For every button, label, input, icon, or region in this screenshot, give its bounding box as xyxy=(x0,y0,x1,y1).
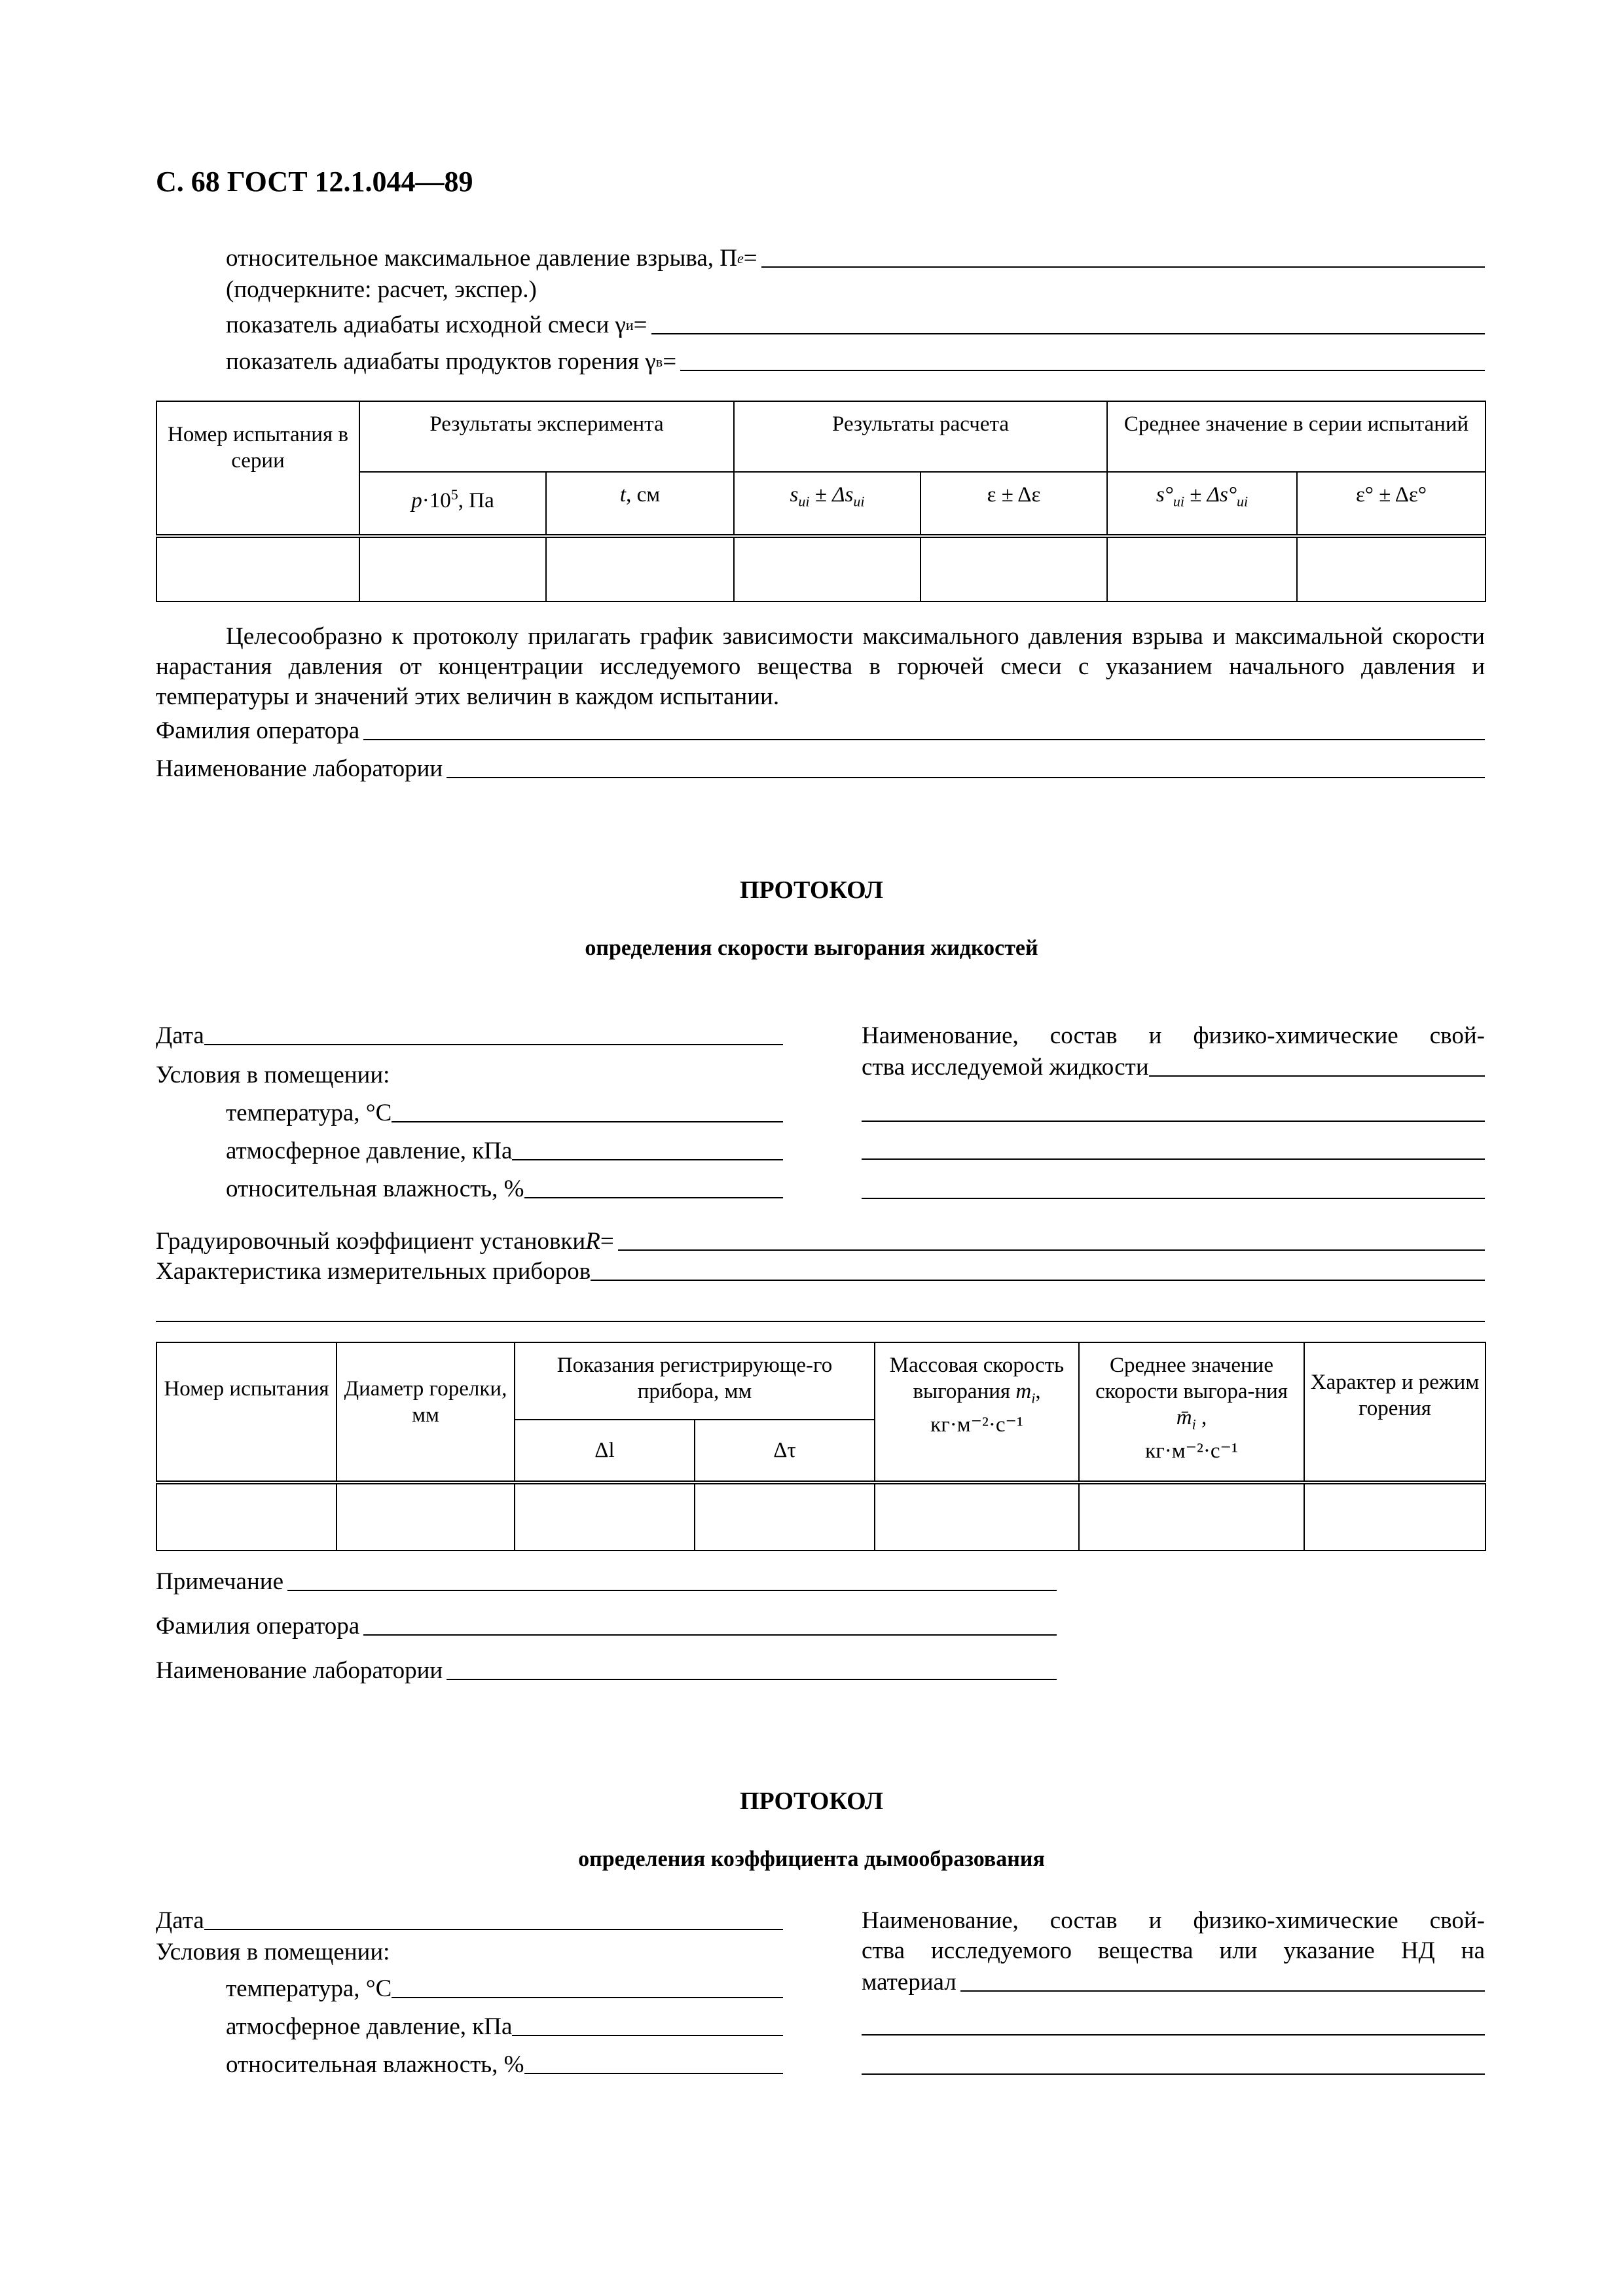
table-cell[interactable] xyxy=(695,1482,875,1551)
instruments-field: Характеристика измерительных приборов xyxy=(156,1257,1485,1287)
table-cell[interactable] xyxy=(734,536,921,601)
lab-line-1[interactable] xyxy=(447,777,1485,778)
date-line-3[interactable] xyxy=(204,1929,783,1930)
col-test-number: Номер испытания в серии xyxy=(156,401,359,536)
temperature-line-3[interactable] xyxy=(392,1997,783,1998)
liquid-props-line[interactable] xyxy=(1149,1075,1485,1077)
page-header: С. 68 ГОСТ 12.1.044—89 xyxy=(156,166,473,198)
col-time: t, см xyxy=(546,472,734,536)
rel-max-pressure-field: относительное максимальное давление взрыва, П e = xyxy=(226,243,1485,274)
room-conditions-3: Условия в помещении: xyxy=(156,1939,390,1965)
table-cell[interactable] xyxy=(1304,1482,1486,1551)
liquid-props-line-2[interactable] xyxy=(862,1121,1485,1122)
operator-field-1: Фамилия оператора xyxy=(156,716,1485,746)
liquid-props-label-a: Наименование, состав и физико-химические свой- xyxy=(862,1022,1485,1049)
protocol-title-2: ПРОТОКОЛ xyxy=(739,876,884,904)
instruments-line[interactable] xyxy=(591,1280,1485,1281)
table-cell[interactable] xyxy=(337,1482,515,1551)
liquid-props-line-3[interactable] xyxy=(862,1158,1485,1160)
table-cell[interactable] xyxy=(546,536,734,601)
col-s-ui: $s_{ui} \pm \Delta s_{ui}$ xyxy=(734,472,921,536)
protocol-title-3: ПРОТОКОЛ xyxy=(739,1787,884,1815)
liquid-props-field: ства исследуемой жидкости xyxy=(862,1052,1485,1083)
table-cell[interactable] xyxy=(515,1482,695,1551)
underline-note: (подчеркните: расчет, экспер.) xyxy=(226,276,537,303)
table-cell[interactable] xyxy=(156,1482,337,1551)
substance-props-line-3[interactable] xyxy=(862,2073,1485,2075)
table-cell[interactable] xyxy=(1297,536,1486,601)
col-delta-l: Δl xyxy=(515,1420,695,1482)
table-cell[interactable] xyxy=(875,1482,1079,1551)
date-field-2: Дата xyxy=(156,1021,783,1051)
adiabatic-initial-line[interactable] xyxy=(651,333,1485,334)
temperature-field-3: температура, °С xyxy=(226,1974,783,2004)
col-epsilon: ε ± Δε xyxy=(921,472,1107,536)
protocol-subtitle-3: определения коэффициента дымообразования xyxy=(578,1847,1045,1871)
substance-props-line[interactable] xyxy=(960,1990,1485,1992)
temperature-field-2: температура, °С xyxy=(226,1098,783,1128)
liquid-props-line-4[interactable] xyxy=(862,1198,1485,1199)
humidity-field-2: относительная влажность, % xyxy=(226,1174,783,1204)
temperature-line-2[interactable] xyxy=(392,1121,783,1122)
operator-field-2: Фамилия оператора xyxy=(156,1611,1057,1641)
pressure-line-3[interactable] xyxy=(512,2035,783,2036)
pressure-field-2: атмосферное давление, кПа xyxy=(226,1136,783,1166)
calibration-coef-field: Градуировочный коэффициент установки R = xyxy=(156,1227,1485,1257)
protocol-subtitle-2: определения скорости выгорания жидкостей xyxy=(585,936,1038,960)
table-cell[interactable] xyxy=(1079,1482,1304,1551)
col-burning-mode: Характер и режим горения xyxy=(1304,1342,1486,1482)
results-table-1 xyxy=(156,401,1486,602)
note-line[interactable] xyxy=(287,1590,1057,1591)
date-line-2[interactable] xyxy=(204,1044,783,1045)
table-cell[interactable] xyxy=(1107,536,1297,601)
lab-field-1: Наименование лаборатории xyxy=(156,754,1485,784)
col-group-average: Среднее значение в серии испытаний xyxy=(1107,401,1486,472)
col-group-calculation: Результаты расчета xyxy=(734,401,1107,472)
burning-rate-table xyxy=(156,1342,1486,1551)
substance-props-line-2[interactable] xyxy=(862,2034,1485,2036)
col-s-ui-avg: $s^\circ_{ui} \pm \Delta s^\circ_{ui}$ xyxy=(1107,472,1297,536)
col-pressure: $p\cdot 10^5$, Па xyxy=(359,472,546,536)
substance-props-label-b: ства исследуемого вещества или указание НД на xyxy=(862,1937,1485,1964)
adiabatic-products-line[interactable] xyxy=(680,370,1485,371)
instruments-line-2[interactable] xyxy=(156,1321,1485,1322)
humidity-field-3: относительная влажность, % xyxy=(226,2050,783,2080)
substance-props-field: материал xyxy=(862,1967,1485,1998)
operator-line-2[interactable] xyxy=(363,1634,1057,1636)
col-burner-diameter: Диаметр горелки, мм xyxy=(337,1342,515,1482)
col-test-number-2: Номер испытания xyxy=(156,1342,337,1482)
calibration-coef-line[interactable] xyxy=(618,1249,1485,1251)
date-field-3: Дата xyxy=(156,1906,783,1936)
table-cell[interactable] xyxy=(359,536,546,601)
operator-line-1[interactable] xyxy=(363,739,1485,740)
room-conditions-2: Условия в помещении: xyxy=(156,1062,390,1088)
attachment-paragraph: Целесообразно к протоколу прилагать график зависимости максимального давления взрыва и максимальной скорости нарастания давления от концентрации исследуемого вещества в горючей смеси с указанием начального давления и температуры и значений этих величин в каждом испытании. xyxy=(156,623,1485,710)
pressure-field-3: атмосферное давление, кПа xyxy=(226,2012,783,2042)
humidity-line-3[interactable] xyxy=(524,2073,784,2074)
col-mean-rate: Среднее значение скорости выгора-ния $m̄_i$ , кг·м⁻²·с⁻¹ xyxy=(1079,1342,1304,1482)
note-field: Примечание xyxy=(156,1567,1057,1597)
col-group-experiment: Результаты эксперимента xyxy=(359,401,734,472)
pressure-line-2[interactable] xyxy=(512,1159,783,1160)
adiabatic-initial-field: показатель адиабаты исходной смеси γ и = xyxy=(226,310,1485,340)
substance-props-label-a: Наименование, состав и физико-химические свой- xyxy=(862,1907,1485,1934)
table-cell[interactable] xyxy=(156,536,359,601)
lab-field-2: Наименование лаборатории xyxy=(156,1656,1057,1686)
col-mass-rate: Массовая скорость выгорания $m_i$, кг·м⁻²·с⁻¹ xyxy=(875,1342,1079,1482)
adiabatic-products-field: показатель адиабаты продуктов горения γ в = xyxy=(226,347,1485,377)
col-epsilon-avg: ε° ± Δε° xyxy=(1297,472,1486,536)
lab-line-2[interactable] xyxy=(447,1679,1057,1680)
humidity-line-2[interactable] xyxy=(524,1197,784,1198)
col-delta-tau: Δτ xyxy=(695,1420,875,1482)
rel-max-pressure-line[interactable] xyxy=(761,266,1485,268)
table-cell[interactable] xyxy=(921,536,1107,601)
col-group-recorder: Показания регистрирующе-го прибора, мм xyxy=(515,1342,875,1420)
